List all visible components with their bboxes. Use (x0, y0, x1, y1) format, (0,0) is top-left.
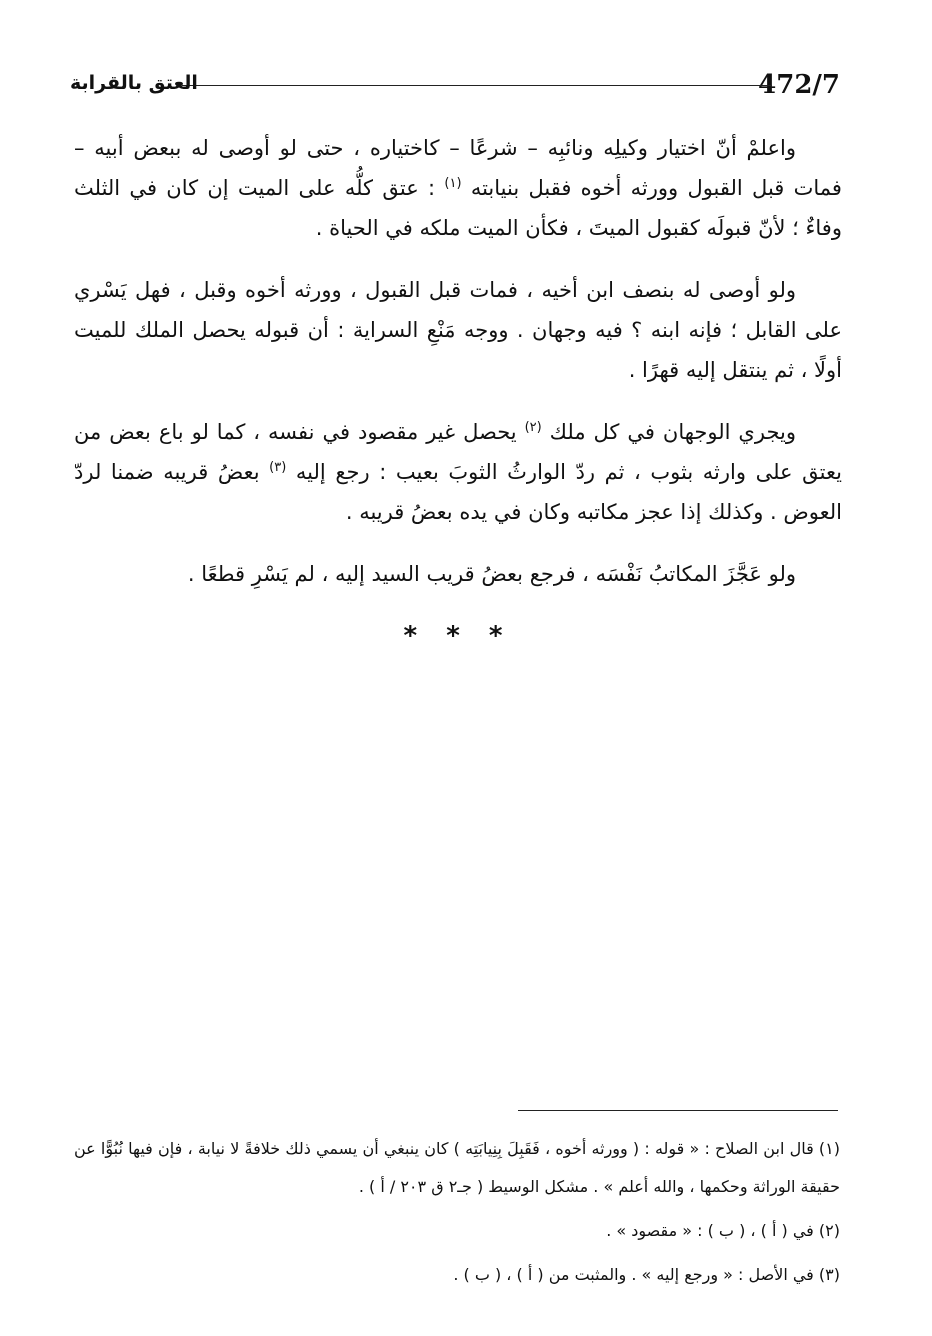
footnote-ref-3: (٣) (269, 460, 287, 475)
footnote-ref-2: (٢) (524, 420, 542, 435)
paragraph-2: ولو أوصى له بنصف ابن أخيه ، فمات قبل القبول ، وورثه أخوه وقبل ، فهل يَسْري على القابل ؛ فإنه ابنه ؟ فيه وجهان . ووجه مَنْعِ السراية : أن قبوله يحصل الملك للميت أولًا ، ثم ينتقل إليه قهرًا . (74, 278, 842, 382)
paragraph-1-part-a: واعلمْ أنّ اختيار وكيلِه ونائبِه – شرعًا – كاختياره ، حتى لو أوصى له ببعض أبيه – فمات قبل القبول وورثه أخوه فقبل بنيابته (74, 136, 842, 200)
footnote-2: (٢) في ( أ ) ، ( ب ) : « مقصود » . (606, 1221, 840, 1240)
footnotes (74, 1130, 840, 1300)
footnote-3: (٣) في الأصل : « ورجع إليه » . والمثبت من ( أ ) ، ( ب ) . (453, 1265, 840, 1284)
footnote-1: (١) قال ابن الصلاح : « قوله : ( وورثه أخوه ، فَقَبِلَ بِنِيابَتِه ) كان ينبغي أن يسمي ذلك خلافةً لا نيابة ، فإن فيها نُبُوًّا عن حقيقة الوراثة وحكمها ، والله أعلم » . مشكل الوسيط ( جـ٢ ق ٢٠٣ / أ ) . (74, 1139, 840, 1196)
page-header (70, 66, 840, 102)
running-title: العتق بالقرابة (70, 72, 198, 94)
paragraph-1-part-b: : عتق كلُّه على الميت إن كان في الثلث وفاءٌ ؛ لأنّ قبولَه كقبول الميتَ ، فكأن الميت ملكه في الحياة . (74, 176, 842, 240)
paragraph-3-part-b: يحصل غير مقصود في نفسه ، كما لو باع بعض من يعتق على وارثه بثوب ، ثم ردّ الوارثُ الثوبَ بعيب : رجع إليه (74, 420, 842, 484)
paragraph-4: ولو عَجَّزَ المكاتبُ نَفْسَه ، فرجع بعضُ قريب السيد إليه ، لم يَسْرِ قطعًا . (187, 562, 796, 586)
footnote-ref-1: (١) (444, 176, 462, 191)
section-separator: * * * (403, 621, 513, 651)
header-rule (182, 85, 772, 86)
paragraph-3 (74, 412, 842, 532)
page-number: 472/7 (758, 70, 840, 100)
main-text (74, 128, 842, 656)
paragraph-1 (74, 128, 842, 248)
paragraph-3-part-a: ويجري الوجهان في كل ملك (549, 420, 796, 444)
paragraph-3-part-c: بعضُ قريبه ضمنا لردّ العوض . وكذلك إذا عجز مكاتبه وكان في يده بعضُ قريبه . (74, 460, 842, 524)
footnote-rule (518, 1110, 838, 1111)
